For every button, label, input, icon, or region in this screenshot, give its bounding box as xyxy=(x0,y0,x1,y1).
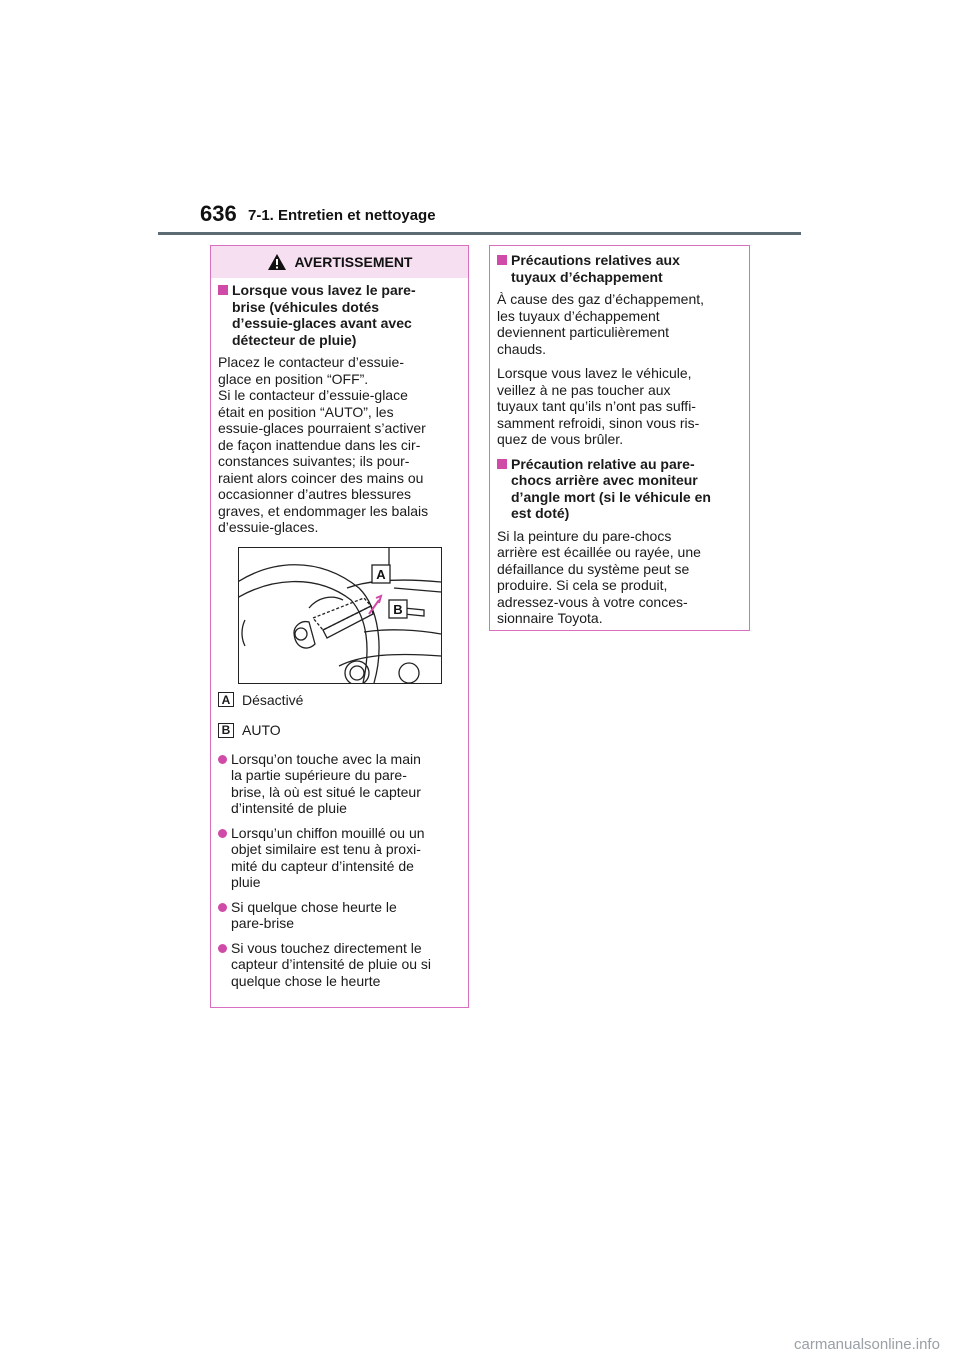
wiper-switch-illustration xyxy=(238,547,442,684)
round-bullet-icon xyxy=(218,755,227,764)
list-item xyxy=(218,899,462,932)
list-item xyxy=(218,940,462,990)
header-rule xyxy=(158,232,801,235)
list-item-text: Lorsqu’un chiffon mouillé ou un objet similaire est tenu à proxi- mité du capteur d’intensité de pluie xyxy=(231,824,425,890)
bumper-heading xyxy=(497,456,743,522)
legend-item-a xyxy=(218,692,462,709)
figure-label-a: A xyxy=(376,566,386,582)
legend-text-b: AUTO xyxy=(242,722,281,738)
precautions-box xyxy=(489,245,750,631)
square-bullet-icon xyxy=(497,255,507,265)
warning-title: AVERTISSEMENT xyxy=(294,254,413,270)
exhaust-paragraph-2: Lorsque vous lavez le véhicule, veillez à ne pas toucher aux tuyaux tant qu’ils n’ont pas suffi- samment refroidi, sinon vous ris- quez de vous brûler. xyxy=(497,365,700,447)
bumper-paragraph: Si la peinture du pare-chocs arrière est écaillée ou rayée, une défaillance du système peut se produire. Si cela se produit, adressez-vous à votre conces- sionnaire Toyota. xyxy=(497,527,701,626)
steering-wheel-drawing xyxy=(239,548,441,683)
exhaust-paragraph-1: À cause des gaz d’échappement, les tuyaux d’échappement deviennent particulièrement chauds. xyxy=(497,291,705,357)
list-item xyxy=(218,825,462,891)
warning-box xyxy=(210,245,469,1008)
exhaust-heading-text: Précautions relatives aux tuyaux d’échappement xyxy=(511,252,680,285)
bumper-heading-text: Précaution relative au pare- chocs arrière avec moniteur d’angle mort (si le véhicule en est doté) xyxy=(511,455,711,521)
legend-text-a: Désactivé xyxy=(242,691,304,708)
exhaust-heading xyxy=(497,252,743,285)
legend-tag-b: B xyxy=(218,723,234,738)
list-item-text: Lorsqu’on touche avec la main la partie supérieure du pare- brise, là où est situé le capteur d’intensité de pluie xyxy=(231,750,421,816)
warning-heading-text: Lorsque vous lavez le pare- brise (véhicules dotés d’essuie-glaces avant avec détecteur de pluie) xyxy=(232,282,416,348)
warning-header xyxy=(211,246,468,278)
list-item xyxy=(218,751,462,817)
round-bullet-icon xyxy=(218,944,227,953)
legend-tag-a: A xyxy=(218,692,234,707)
figure-label-b: B xyxy=(393,601,403,617)
footer-watermark: carmanualsonline.info xyxy=(794,1336,940,1353)
warning-heading xyxy=(218,282,462,348)
list-item-text: Si quelque chose heurte le pare-brise xyxy=(231,898,397,931)
legend-item-b xyxy=(218,722,462,739)
warning-triangle-icon xyxy=(267,253,287,271)
square-bullet-icon xyxy=(218,285,228,295)
round-bullet-icon xyxy=(218,903,227,912)
warning-bullet-list xyxy=(218,751,462,990)
page-number: 636 xyxy=(200,201,237,226)
warning-intro: Placez le contacteur d’essuie- glace en position “OFF”. Si le contacteur d’essuie-glace était en position “AUTO”, les essuie-glaces pourraient s’activer de façon inattendue dans les cir- constances suivantes; ils pour- raient alors coincer des mains ou occasionner d’autres blessures graves, et endommager les balais d’essuie-glaces. xyxy=(218,354,429,535)
square-bullet-icon xyxy=(497,459,507,469)
list-item-text: Si vous touchez directement le capteur d’intensité de pluie ou si quelque chose le heurte xyxy=(231,939,432,989)
round-bullet-icon xyxy=(218,829,227,838)
section-title: 7-1. Entretien et nettoyage xyxy=(248,207,436,224)
